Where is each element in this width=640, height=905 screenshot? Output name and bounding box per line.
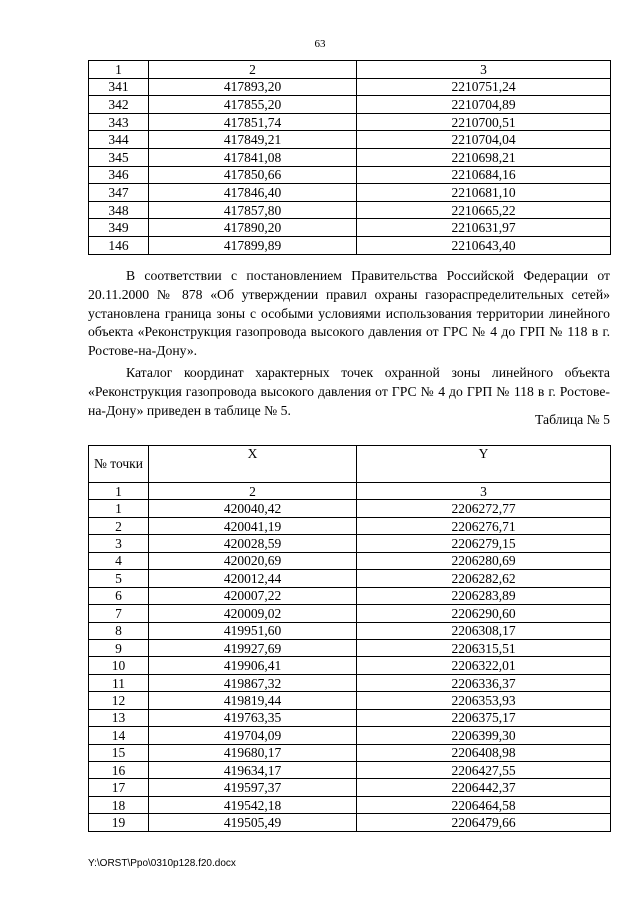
table-row: [89, 78, 611, 96]
cell-x: 419927,69: [149, 639, 357, 656]
cell-y: 2206315,51: [357, 639, 611, 656]
cell-y: 2210751,24: [357, 78, 611, 96]
cell-x: 420020,69: [149, 552, 357, 569]
cell-y: 2206464,58: [357, 796, 611, 813]
cell-point: 344: [89, 131, 149, 149]
table-caption: Таблица № 5: [534, 412, 610, 427]
coordinates-table-5: [88, 445, 611, 832]
table-row: [89, 166, 611, 184]
cell-y: 2206279,15: [357, 535, 611, 552]
cell-x: 419763,35: [149, 709, 357, 726]
cell-y: 3: [357, 61, 611, 79]
cell-point: 11: [89, 674, 149, 691]
table-row: [89, 639, 611, 656]
column-header-point: № точки: [89, 446, 149, 483]
table-row: [89, 779, 611, 796]
table-numbering-row: [89, 483, 611, 500]
cell-point: 9: [89, 639, 149, 656]
cell-point: 16: [89, 762, 149, 779]
cell-point: 14: [89, 727, 149, 744]
table-row: [89, 236, 611, 254]
cell-point: 2: [89, 517, 149, 534]
table-row: [89, 113, 611, 131]
cell-point: 347: [89, 184, 149, 202]
cell-y: 2210665,22: [357, 201, 611, 219]
cell-point: 1: [89, 61, 149, 79]
cell-x: 420007,22: [149, 587, 357, 604]
cell-y: 2206280,69: [357, 552, 611, 569]
table-row: [89, 605, 611, 622]
table-row: [89, 219, 611, 237]
cell-point: 146: [89, 236, 149, 254]
table-row: [89, 727, 611, 744]
cell-point: 1: [89, 483, 149, 500]
cell-y: 2206399,30: [357, 727, 611, 744]
cell-x: 417846,40: [149, 184, 357, 202]
paragraph-text: В соответствии с постановлением Правительства Российской Федерации от 20.11.2000 № 878 «Об утверждении правил охраны газораспределительных сетей» установлена граница зоны с особыми условиями использования территории линейного объекта «Реконструкция газопровода высокого давления от ГРС № 4 до ГРП № 118 в г. Ростове-на-Дону».: [88, 268, 610, 359]
table-row: [89, 744, 611, 761]
cell-point: 18: [89, 796, 149, 813]
cell-point: 345: [89, 148, 149, 166]
cell-x: 420041,19: [149, 517, 357, 534]
cell-y: 2210643,40: [357, 236, 611, 254]
cell-point: 342: [89, 96, 149, 114]
cell-point: 8: [89, 622, 149, 639]
cell-point: 3: [89, 535, 149, 552]
cell-y: 2210684,16: [357, 166, 611, 184]
cell-point: 346: [89, 166, 149, 184]
table-row: [89, 517, 611, 534]
cell-y: 3: [357, 483, 611, 500]
cell-x: 420040,42: [149, 500, 357, 517]
page-number: 63: [314, 38, 326, 50]
cell-point: 17: [89, 779, 149, 796]
cell-x: 2: [149, 61, 357, 79]
cell-y: 2206272,77: [357, 500, 611, 517]
cell-point: 12: [89, 692, 149, 709]
cell-y: 2206408,98: [357, 744, 611, 761]
cell-point: 15: [89, 744, 149, 761]
paragraph-text: Каталог координат характерных точек охранной зоны линейного объекта «Реконструкция газопровода высокого давления от ГРС № 4 до ГРП № 118 в г. Ростове-на-Дону» приведен в таблице № 5.: [88, 365, 610, 418]
table-row: [89, 500, 611, 517]
table-row: [89, 148, 611, 166]
cell-point: 4: [89, 552, 149, 569]
cell-x: 417855,20: [149, 96, 357, 114]
cell-x: 419505,49: [149, 814, 357, 831]
cell-point: 7: [89, 605, 149, 622]
table-row: [89, 535, 611, 552]
cell-y: 2210704,89: [357, 96, 611, 114]
cell-y: 2210698,21: [357, 148, 611, 166]
cell-x: 417849,21: [149, 131, 357, 149]
cell-x: 419680,17: [149, 744, 357, 761]
cell-x: 419634,17: [149, 762, 357, 779]
cell-point: 13: [89, 709, 149, 726]
cell-point: 343: [89, 113, 149, 131]
cell-y: 2206375,17: [357, 709, 611, 726]
cell-x: 419906,41: [149, 657, 357, 674]
table-row: [89, 184, 611, 202]
cell-point: 5: [89, 570, 149, 587]
cell-y: 2210681,10: [357, 184, 611, 202]
table-row: [89, 570, 611, 587]
cell-x: 417851,74: [149, 113, 357, 131]
cell-y: 2206282,62: [357, 570, 611, 587]
cell-y: 2206442,37: [357, 779, 611, 796]
cell-y: 2206479,66: [357, 814, 611, 831]
cell-y: 2206308,17: [357, 622, 611, 639]
cell-point: 341: [89, 78, 149, 96]
coordinates-table-continued: [88, 60, 611, 255]
table-row: [89, 814, 611, 831]
cell-x: 417850,66: [149, 166, 357, 184]
cell-x: 417893,20: [149, 78, 357, 96]
cell-x: 2: [149, 483, 357, 500]
footer-file-path: Y:\ORST\Ppo\0310p128.f20.docx: [88, 858, 236, 869]
cell-x: 419704,09: [149, 727, 357, 744]
cell-x: 419951,60: [149, 622, 357, 639]
column-header-y: Y: [357, 446, 611, 483]
cell-x: 419819,44: [149, 692, 357, 709]
cell-y: 2206290,60: [357, 605, 611, 622]
cell-y: 2210700,51: [357, 113, 611, 131]
table-row: [89, 201, 611, 219]
table-row: [89, 96, 611, 114]
cell-x: 420012,44: [149, 570, 357, 587]
cell-y: 2206336,37: [357, 674, 611, 691]
cell-y: 2206322,01: [357, 657, 611, 674]
table-row: [89, 131, 611, 149]
cell-x: 420028,59: [149, 535, 357, 552]
cell-point: 19: [89, 814, 149, 831]
cell-point: 6: [89, 587, 149, 604]
cell-x: 417857,80: [149, 201, 357, 219]
table-row: [89, 709, 611, 726]
cell-x: 417890,20: [149, 219, 357, 237]
table-row: [89, 657, 611, 674]
cell-point: 10: [89, 657, 149, 674]
cell-x: 417841,08: [149, 148, 357, 166]
cell-x: 419597,37: [149, 779, 357, 796]
cell-x: 420009,02: [149, 605, 357, 622]
cell-y: 2206427,55: [357, 762, 611, 779]
cell-point: 1: [89, 500, 149, 517]
table-row: [89, 587, 611, 604]
cell-y: 2206353,93: [357, 692, 611, 709]
table-row: [89, 552, 611, 569]
legal-basis-paragraph: [88, 267, 610, 361]
table-row: [89, 692, 611, 709]
table-row: [89, 622, 611, 639]
cell-x: 417899,89: [149, 236, 357, 254]
cell-y: 2210631,97: [357, 219, 611, 237]
table-row: [89, 796, 611, 813]
column-header-x: X: [149, 446, 357, 483]
cell-y: 2206283,89: [357, 587, 611, 604]
table-row: [89, 674, 611, 691]
cell-y: 2206276,71: [357, 517, 611, 534]
table-numbering-row: [89, 61, 611, 79]
catalog-paragraph: [88, 364, 610, 420]
cell-point: 349: [89, 219, 149, 237]
cell-x: 419542,18: [149, 796, 357, 813]
table-header-row: [89, 446, 611, 483]
cell-point: 348: [89, 201, 149, 219]
cell-y: 2210704,04: [357, 131, 611, 149]
cell-x: 419867,32: [149, 674, 357, 691]
table-row: [89, 762, 611, 779]
